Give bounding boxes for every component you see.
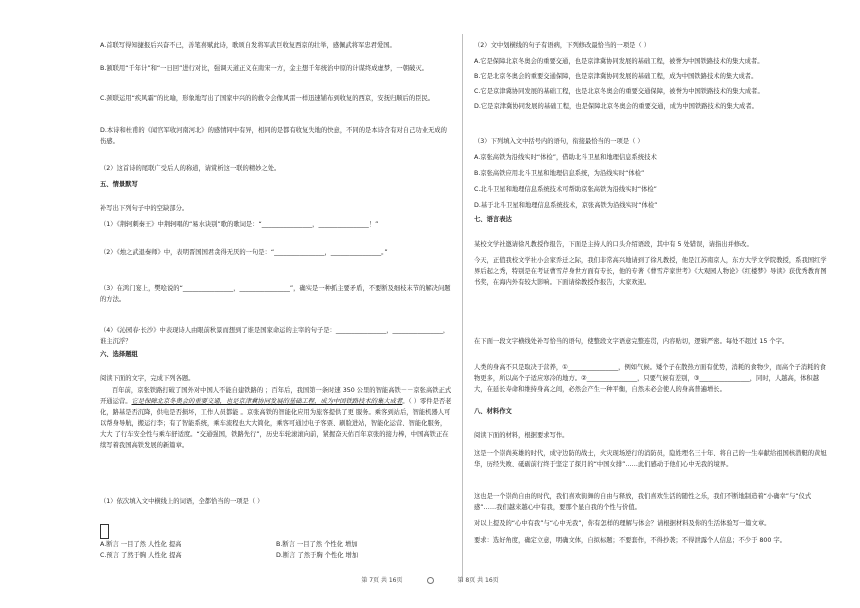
question-6-1-option-c: C.预言 了然于胸 人性化 提高 [100, 552, 182, 559]
left-page-number: 第 7页 共 16页 [361, 577, 403, 584]
question-2-option-c: C.它是京津冀协同发展的基础工程，也是北京冬奥会的重要交通保障，被誉为中国铁路技术的集大成者。 [474, 88, 764, 95]
question-6-1-options [100, 539, 452, 561]
question-2: （2）文中划横线的句子有语病，下列修改最恰当的一项是（ ） [474, 42, 651, 49]
section-8-paragraph-2: 这也是一个崇尚自由的时代，我们喜欢街舞的自由与释放，我们喜欢生活的随性之乐，我们不断地制造着“小确幸”与“仪式感”……我们越来越心中有我，要那个显自我的个性与价值。 [474, 493, 812, 511]
section-7-passage: 今天，正值我校文学社小会家乔迁之际，我们非常高兴地请到了徐凡教授，他是江苏南京人，东方大学文学院教授，系我国红学界后起之秀，特别是在考证曹雪芹身世方面有专长，他的专著《曹雪芹家世考》《大观园人物论》《红楼梦》导读》获优秀教育图书奖，在海内外有较大影响。下面请徐教授作报告，大家欢迎。 [474, 257, 827, 286]
question-3-option-c: C.北斗卫星和地理信息系统技术可帮助京张高铁为沿线实时“体检” [474, 186, 657, 193]
section-6-title: 六、选择题组 [100, 351, 138, 358]
section-7-intro: 某校文学社邀请徐凡教授作报告，下面是主持人的口头介绍语段，其中有 5 处错误，请指出并修改。 [474, 241, 753, 248]
question-6-1: （1）依次填入文中横线上的词语，全都恰当的一项是（ ） [100, 498, 264, 505]
question-5-4: （4）《沁园春·长沙》中表现诗人由眼前秋景而想到了谁是国家命运的主宰的句子是：________________，________________，谁主沉浮？ [100, 327, 450, 345]
question-5-1: （1）《荆轲刺秦王》中荆轲唱的“易水诀别”歌的歌词是：“________________，________________！” [100, 221, 379, 228]
question-2-options [474, 56, 830, 112]
question-5-3: （3）在鸿门宴上，樊哙说的“________________，________________”，确实是一种抓主要矛盾，不要断及细枝末节的解决问题的方法。 [100, 285, 451, 303]
passage-part-b: 。（ ）零件是否老化，路基是否沉降，供电是否损坏，工作人员都能 。京张高铁的智能化应用为旅客提供了更 服务。乘客到站后，智能机器人可以帮身导航，搬运行李；有了智能系统，乘车流程也大大简化，乘客可通过电子客票、刷脸进站，智能化运营、智能化服务，大大 了行车安全性与乘车舒适度。“交通强国，铁路先行”，历史车轮滚滚向前，紧握奋天佑百年京张的接力棒，中国高铁正在续写着我国高铁发展的新篇章。 [100, 398, 452, 449]
section-7-question-2-passage: 人类的身高不只是取决于营养，①________________，例如气候。矮个子在散热方面有优势，消耗的食物少，而高个子消耗的食物更多，所以高个子适应寒冷的地方。②________________，只要气候有差别，③________________，同时，人越高，体积越大，在延长寿命和维持身高之间，必然会产生一种平衡，自然未必会使人的身高普遍增长。 [474, 364, 826, 393]
page-footer [0, 575, 860, 584]
question-3-option-a: A.京张高铁为沿线实时“体检”，借助北斗卫星和地理信息系统技术 [474, 154, 657, 161]
section-7-title: 七、语言表达 [474, 216, 512, 223]
question-6-1-option-b: B.断言 一目了然 个性化 增加 [276, 541, 358, 548]
question-2-option-b: B.它是北京冬奥会的重要交通保障，也是京津冀协同发展的基础工程，成为中国铁路技术的集大成者。 [474, 73, 758, 80]
question-3-option-b: B.京张高铁应用北斗卫星和地理信息系统，为沿线实时“体检” [474, 170, 645, 177]
section-8-title: 八、材料作文 [474, 408, 512, 415]
question-2-option-a: A.它是保障北京冬奥会的重要交通，也是京津冀协同发展的基础工程，被誉为中国铁路技术的集大成者。 [474, 58, 764, 65]
question-2-option-d: D.它是京津冀协同发展的基础工程，也是保障北京冬奥会的重要交通，成为中国铁路技术的集大成者。 [474, 103, 758, 110]
question-6-1-option-d: D.断言 了然于胸 个性化 增加 [276, 552, 359, 559]
section-8-paragraph-1: 这是一个崇尚英雄的时代，成守边防的战士，火灾现场逆行的消防员，隐姓埋名三十年、将自己的一生奉献给祖国核潜艇的黄旭华，历经失败、砥砺前行终于坚定了探月的“中国女排”……此们感动于他们心中无我的境界。 [474, 450, 827, 468]
question-2: （2）这首诗的尾联广受后人的称道，请赏析这一联的精妙之处。 [100, 165, 281, 172]
passage-part-a: 百年前，京张铁路打破了国外对中国人不能自建铁路的 ；百年后，我国第一条时速 350 公里的智能高铁－－京张高铁正式开通运营。 [100, 387, 452, 405]
reading-passage [100, 385, 452, 451]
question-6-1-option-a: A.断言 一目了然 人性化 提高 [100, 541, 182, 548]
question-3-options [474, 152, 830, 211]
passage-underlined-sentence: 它是保障北京冬奥会的重要交通，也是京津冀协同发展的基础工程，成为中国铁路技术的集大成者 [131, 398, 403, 405]
section-8-requirements: 要求：选好角度，确定立意，明确文体，自拟标题；不要套作，不得抄袭；不得泄露个人信息；不少于 800 字。 [474, 537, 786, 544]
section-7-question-2: 在下面一段文字横线处补写恰当的语句，使整段文字语意完整连贯，内容贴切，逻辑严密。每处不超过 15 个字。 [474, 338, 789, 345]
section-6-intro: 阅读下面的文字，完成下列各题。 [100, 375, 195, 382]
section-5-title: 五、情景默写 [100, 181, 138, 188]
question-3-option-d: D.基于北斗卫星和地理信息系统技术，京张高铁为沿线实时“体检” [474, 202, 658, 209]
question-5-2: （2）《烛之武退秦师》中，表明晋国国君贪得无厌的一句是：“________________，________________。” [100, 249, 388, 256]
question-3: （3）下列填入文中括号内的语句，衔接最恰当的一项是（ ） [474, 138, 644, 145]
option-a: A.首联写得知捷报后兴奋不已，善笔喜赋此诗，歌颂自发将军武巨收复西京的壮举，感佩武将军忠君爱国。 [100, 42, 396, 49]
page-divider [462, 34, 463, 582]
binding-hole-icon [427, 577, 434, 584]
right-page-number: 第 8页 共 16页 [457, 577, 499, 584]
option-d: D.本诗和杜甫的《闻官军收河南河北》的感情同中有异，相同的是都有收复失地的快意，不同的是本诗含有对自己功业无成的伤感。 [100, 127, 447, 145]
option-c: C.颈联运用“疾风霜”的比喻，形象地写出了国家中兴的的救令会像风雷一样迅速铺布到收复的西京，安抚归顺后的臣民。 [100, 95, 435, 102]
section-8-intro: 阅读下面的材料，根据要求写作。 [474, 432, 569, 439]
section-5-intro: 补写出下列句子中的空缺部分。 [100, 205, 189, 212]
option-b: B.颔联用“千年计”和“一日回”进行对比，强调天道正义在南宋一方，金主想千年统治中原的计谋终成虚梦，一朝破灭。 [100, 65, 428, 72]
answer-box[interactable] [100, 524, 109, 539]
section-8-paragraph-3: 对以上提及的“心中有我”与“心中无我”，你有怎样的理解与体会？请根据材料及你的生活体验写一篇文章。 [474, 520, 771, 527]
